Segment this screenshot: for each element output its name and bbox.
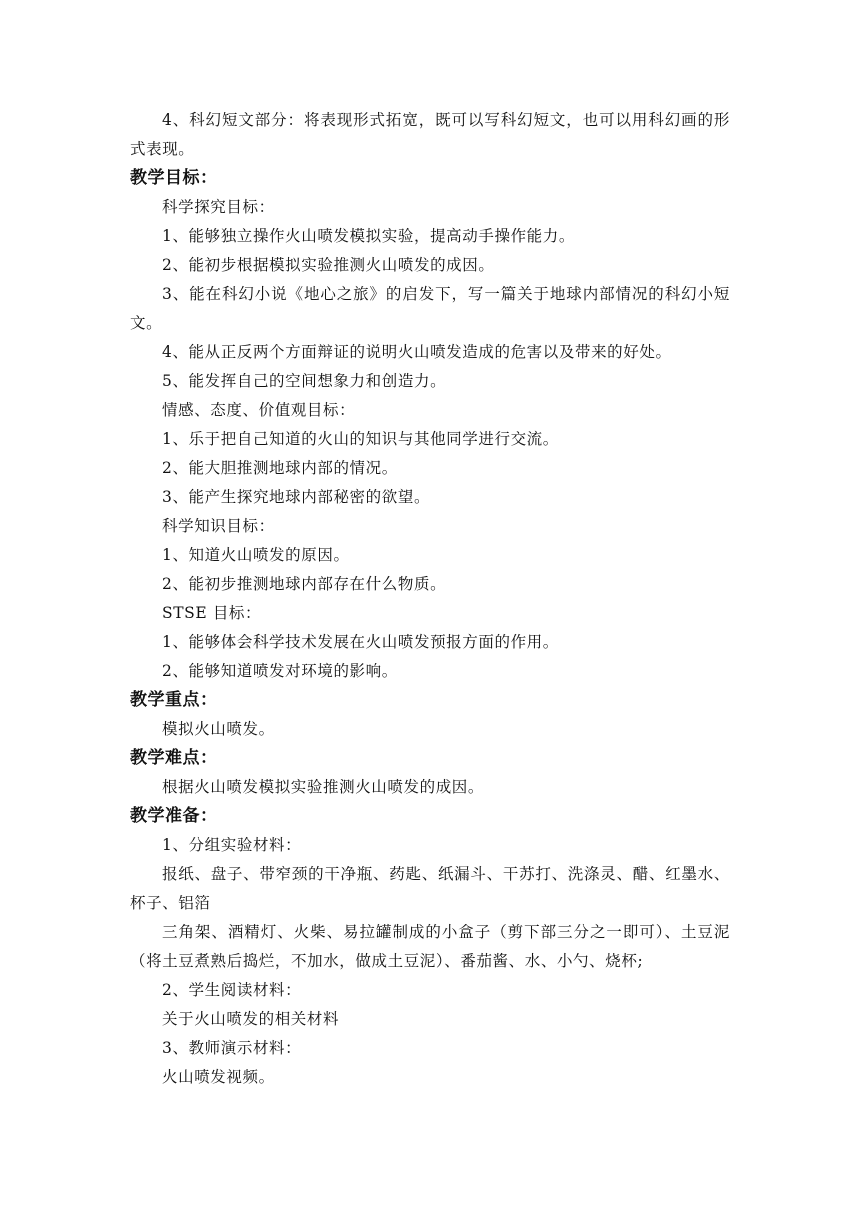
- stse-goals-item-2: 2、能够知道喷发对环境的影响。: [162, 662, 398, 680]
- prep-group-title: 1、分组实验材料：: [162, 836, 302, 854]
- knowledge-goals-item-2: 2、能初步推测地球内部存在什么物质。: [162, 575, 447, 593]
- emotion-goals-item-1: 1、乐于把自己知道的火山的知识与其他同学进行交流。: [162, 430, 559, 448]
- heading-teaching-goals: 教学目标：: [130, 168, 218, 188]
- document-body: [130, 106, 730, 1092]
- heading-preparation: 教学准备：: [130, 806, 218, 826]
- science-inquiry-item-2: 2、能初步根据模拟实验推测火山喷发的成因。: [162, 256, 495, 274]
- knowledge-goals-item-1: 1、知道火山喷发的原因。: [162, 546, 350, 564]
- knowledge-goals-title: 科学知识目标：: [162, 517, 275, 535]
- heading-difficulty: 教学难点：: [130, 748, 218, 768]
- prep-group-materials-1: 报纸、盘子、带窄颈的干净瓶、药匙、纸漏斗、干苏打、洗涤灵、醋、红墨水、杯子、铝箔: [130, 865, 730, 912]
- key-point-text: 模拟火山喷发。: [162, 720, 275, 738]
- science-inquiry-item-5: 5、能发挥自己的空间想象力和创造力。: [162, 372, 447, 390]
- stse-goals-title: STSE 目标：: [162, 604, 262, 622]
- prep-reading-text: 关于火山喷发的相关材料: [162, 1010, 340, 1028]
- stse-goals-item-1: 1、能够体会科学技术发展在火山喷发预报方面的作用。: [162, 633, 559, 651]
- science-inquiry-item-4: 4、能从正反两个方面辩证的说明火山喷发造成的危害以及带来的好处。: [162, 343, 672, 361]
- intro-item-4: 4、科幻短文部分：将表现形式拓宽，既可以写科幻短文，也可以用科幻画的形式表现。: [130, 111, 730, 158]
- science-inquiry-item-1: 1、能够独立操作火山喷发模拟实验，提高动手操作能力。: [162, 227, 575, 245]
- science-inquiry-title: 科学探究目标：: [162, 198, 275, 216]
- prep-teacher-text: 火山喷发视频。: [162, 1068, 275, 1086]
- heading-key-point: 教学重点：: [130, 690, 218, 710]
- prep-teacher-title: 3、教师演示材料：: [162, 1039, 302, 1057]
- prep-group-materials-2: 三角架、酒精灯、火柴、易拉罐制成的小盒子（剪下部三分之一即可）、土豆泥（将土豆煮熟后捣烂，不加水，做成土豆泥）、番茄酱、水、小勺、烧杯;: [130, 923, 730, 970]
- emotion-goals-title: 情感、态度、价值观目标：: [162, 401, 356, 419]
- emotion-goals-item-3: 3、能产生探究地球内部秘密的欲望。: [162, 488, 431, 506]
- prep-reading-title: 2、学生阅读材料：: [162, 981, 302, 999]
- emotion-goals-item-2: 2、能大胆推测地球内部的情况。: [162, 459, 398, 477]
- difficulty-text: 根据火山喷发模拟实验推测火山喷发的成因。: [162, 778, 485, 796]
- science-inquiry-item-3: 3、能在科幻小说《地心之旅》的启发下，写一篇关于地球内部情况的科幻小短文。: [130, 285, 730, 332]
